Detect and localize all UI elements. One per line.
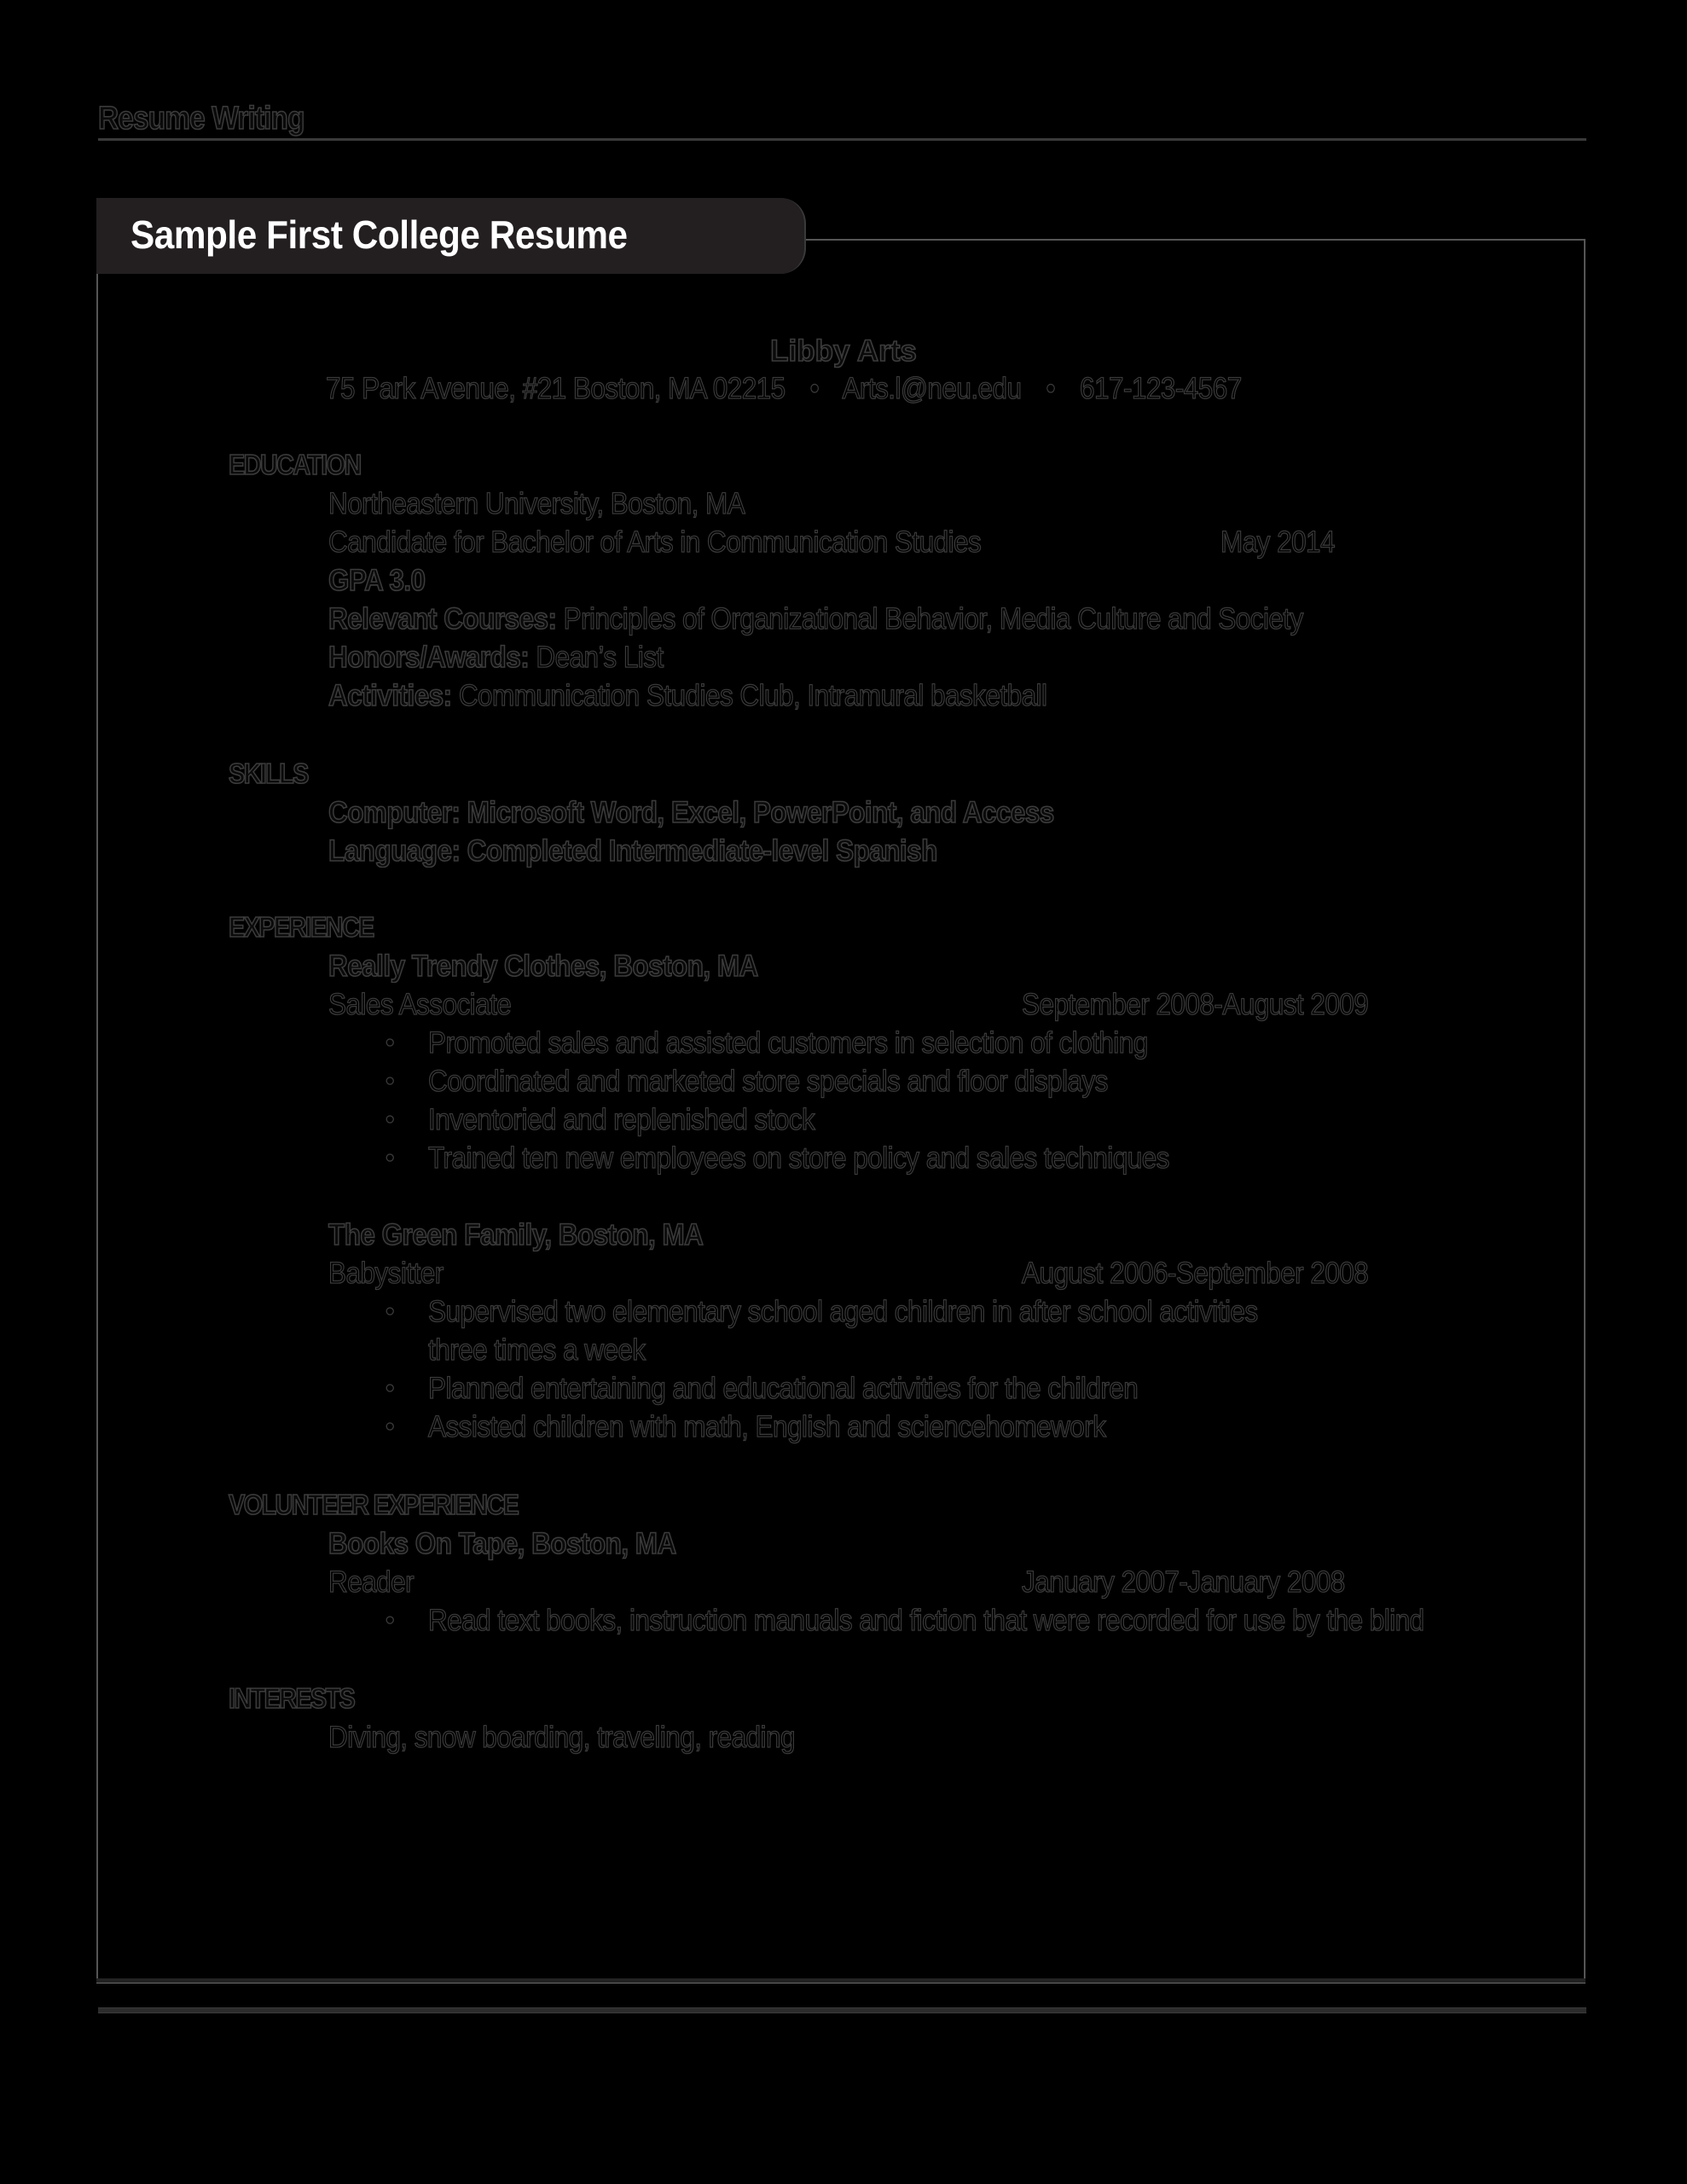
- volunteer-role: Reader: [328, 1565, 415, 1599]
- job-title: Babysitter: [328, 1257, 443, 1290]
- volunteer-organization: Books On Tape, Boston, MA: [328, 1527, 676, 1560]
- footer-divider: [98, 2007, 1586, 2013]
- header-divider: [98, 138, 1586, 141]
- courses-value: Principles of Organizational Behavior, Media Culture and Society: [563, 602, 1303, 636]
- contact-line: [326, 372, 1242, 406]
- bullet-icon: •: [386, 1144, 395, 1172]
- running-header: Resume Writing: [98, 101, 304, 136]
- page-title: Sample First College Resume: [130, 212, 628, 257]
- contact-address: 75 Park Avenue, #21 Boston, MA 02215: [326, 372, 786, 405]
- section-heading-education: EDUCATION: [229, 449, 361, 480]
- activities-value: Communication Studies Club, Intramural basketball: [458, 679, 1047, 712]
- section-heading-experience: EXPERIENCE: [229, 911, 374, 943]
- job-bullet: Inventoried and replenished stock: [428, 1103, 815, 1136]
- job-employer: Really Trendy Clothes, Boston, MA: [328, 950, 758, 983]
- bullet-icon: •: [386, 1067, 395, 1095]
- job-dates: September 2008-August 2009: [1022, 988, 1369, 1021]
- job-title: Sales Associate: [328, 988, 512, 1021]
- bullet-icon: •: [386, 1413, 395, 1441]
- candidate-name: Libby Arts: [770, 334, 917, 368]
- education-activities: [328, 679, 1046, 713]
- resume-frame-bottom-edge: [96, 1978, 1586, 1984]
- education-degree: Candidate for Bachelor of Arts in Communication Studies: [328, 526, 982, 559]
- bullet-icon: •: [386, 1374, 395, 1403]
- section-heading-interests: INTERESTS: [229, 1682, 355, 1714]
- job-bullet: Planned entertaining and educational activities for the children: [428, 1372, 1139, 1405]
- education-courses: [328, 602, 1303, 636]
- skills-language: Language: Completed Intermediate-level Spanish: [328, 834, 937, 868]
- contact-email: Arts.l@neu.edu: [842, 372, 1022, 405]
- bullet-icon: •: [386, 1298, 395, 1326]
- section-heading-volunteer: VOLUNTEER EXPERIENCE: [229, 1489, 519, 1520]
- education-school: Northeastern University, Boston, MA: [328, 487, 745, 520]
- title-tab: [96, 198, 806, 274]
- education-gpa: GPA 3.0: [328, 564, 426, 597]
- job-bullet-continuation: three times a week: [428, 1333, 646, 1367]
- job-bullet: Promoted sales and assisted customers in selection of clothing: [428, 1026, 1148, 1060]
- resume-frame: [96, 239, 1586, 1983]
- bullet-icon: •: [386, 1106, 395, 1134]
- volunteer-bullet: Read text books, instruction manuals and fiction that were recorded for use by the blind: [428, 1604, 1424, 1637]
- bullet-icon: •: [386, 1029, 395, 1057]
- job-bullet: Coordinated and marketed store specials and floor displays: [428, 1065, 1108, 1098]
- courses-label: Relevant Courses:: [328, 602, 557, 636]
- contact-phone: 617-123-4567: [1080, 372, 1242, 405]
- volunteer-dates: January 2007-January 2008: [1022, 1565, 1345, 1599]
- activities-label: Activities:: [328, 679, 452, 712]
- section-heading-skills: SKILLS: [229, 758, 308, 789]
- job-bullet: Assisted children with math, English and sciencehomework: [428, 1410, 1106, 1443]
- job-bullet: Trained ten new employees on store policy and sales techniques: [428, 1141, 1169, 1175]
- education-honors: [328, 641, 664, 675]
- skills-computer: Computer: Microsoft Word, Excel, PowerPoint, and Access: [328, 796, 1054, 829]
- education-degree-date: May 2014: [1220, 526, 1336, 559]
- honors-value: Dean’s List: [536, 641, 664, 674]
- job-employer: The Green Family, Boston, MA: [328, 1218, 704, 1252]
- bullet-separator-icon: •: [809, 372, 820, 405]
- interests-value: Diving, snow boarding, traveling, reading: [328, 1721, 795, 1754]
- honors-label: Honors/Awards:: [328, 641, 530, 674]
- bullet-icon: •: [386, 1606, 395, 1635]
- job-bullet: Supervised two elementary school aged children in after school activities: [428, 1295, 1258, 1328]
- job-dates: August 2006-September 2008: [1022, 1257, 1369, 1290]
- bullet-separator-icon: •: [1046, 372, 1056, 405]
